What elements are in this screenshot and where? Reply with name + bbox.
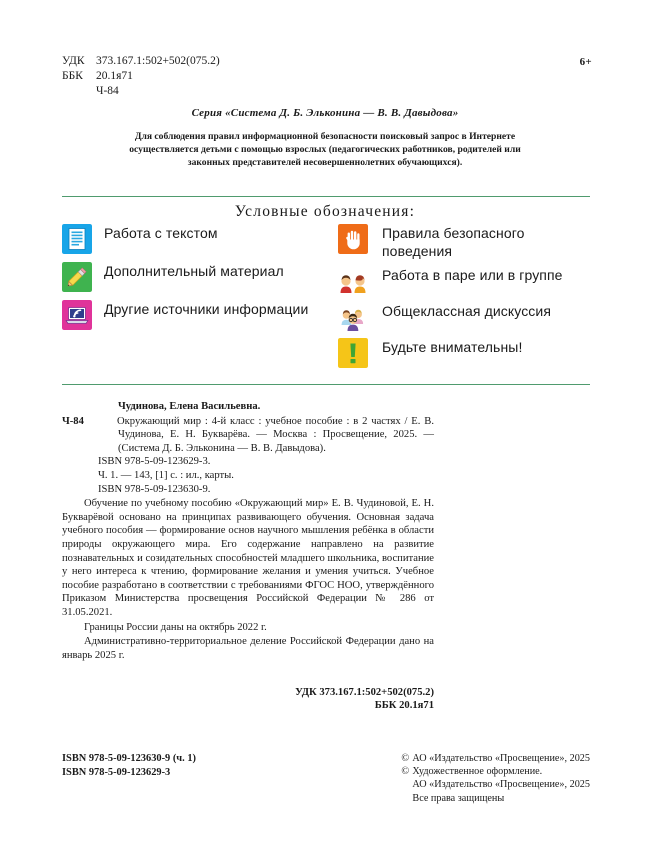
legend-item-additional-material (62, 262, 314, 292)
series-line: Серия «Система Д. Б. Эльконина — В. В. Давыдова» (191, 107, 459, 119)
legend-section (62, 224, 590, 374)
legend-column-left (62, 224, 314, 374)
udc-bbk-repeat (62, 686, 434, 713)
shelf-code-margin-label: Ч-84 (62, 415, 84, 427)
legend-label: Общеклассная дискуссия (382, 303, 551, 319)
group-people-icon (338, 302, 368, 332)
legend-label: Работа с текстом (104, 225, 218, 241)
legend-label: Другие источники информации (104, 301, 309, 317)
legend-item-other-sources (62, 300, 314, 330)
udc-repeat: УДК 373.167.1:502+502(075.2) (295, 687, 434, 698)
footer-isbn-full: ISBN 978-5-09-123629-3 (62, 766, 171, 778)
raised-hand-icon (338, 224, 368, 254)
legend-label: Работа в паре или в группе (382, 267, 563, 283)
copyright-line (401, 752, 590, 765)
copyright-symbol: © (401, 766, 410, 778)
volume-line: Ч. 1. — 143, [1] с. : ил., карты. (98, 469, 234, 481)
exclamation-icon (338, 338, 368, 368)
laptop-wifi-icon (62, 300, 92, 330)
udc-label: УДК (62, 55, 85, 67)
pencil-icon (62, 262, 92, 292)
classification-codes (62, 54, 220, 99)
legend-item-safety-rules (338, 224, 590, 260)
isbn-line: ISBN 978-5-09-123630-9. (98, 483, 211, 495)
copyright-design-publisher: АО «Издательство «Просвещение», 2025 (412, 779, 590, 791)
bbk-repeat: ББК 20.1я71 (374, 700, 434, 712)
copyright-symbol: © (401, 753, 410, 764)
bbk-value: 20.1я71 (96, 70, 133, 82)
bbk-label: ББК (62, 70, 83, 82)
copyright-line (401, 765, 590, 778)
rights-reserved: Все права защищены (412, 792, 505, 804)
legend-title: Условные обозначения: (234, 203, 416, 220)
main-description-block (62, 415, 434, 456)
bbk-row (62, 69, 220, 84)
main-description: Окружающий мир : 4-й класс : учебное пособие : в 2 частях / Е. В. Чудинова, Е. Н. Букварёва. — Москва : Просвещение, 2025. — (Система Д. Б. Эльконина — В. В. Давыдова). (117, 415, 434, 454)
shelf-code: Ч-84 (96, 85, 119, 97)
bibliographic-record (62, 400, 434, 662)
legend-label: Правила безопасного поведения (382, 225, 525, 259)
document-icon (62, 224, 92, 254)
borders-note: Границы России даны на октябрь 2022 г. (84, 621, 267, 633)
footer-isbn-block (62, 752, 196, 779)
udc-row (62, 54, 220, 69)
legend-top-divider (62, 196, 590, 197)
administrative-division-note: Административно-территориальное деление Российской Федерации дано на январь 2025 г. (62, 636, 434, 661)
isbn-line: ISBN 978-5-09-123629-3. (98, 456, 211, 468)
author-name: Чудинова, Елена Васильевна. (118, 401, 261, 412)
copyright-publisher: АО «Издательство «Просвещение», 2025 (412, 753, 590, 764)
udc-value: 373.167.1:502+502(075.2) (96, 55, 220, 67)
internet-safety-notice: Для соблюдения правил информационной безопасности поисковый запрос в Интернете осуществляется детьми с помощью взрослых (педагогических работников, родителей или законных представителей несовершеннолетних обучающихся). (129, 131, 521, 169)
legend-item-work-with-text (62, 224, 314, 254)
pair-people-icon (338, 266, 368, 296)
legend-item-be-attentive (338, 338, 590, 368)
copyright-design: Художественное оформление. (412, 766, 543, 778)
footer-isbn-part: ISBN 978-5-09-123630-9 (ч. 1) (62, 753, 197, 764)
legend-bottom-divider (62, 384, 590, 385)
legend-label: Будьте внимательны! (382, 339, 523, 355)
legend-column-right (338, 224, 590, 374)
legend-label: Дополнительный материал (104, 263, 284, 279)
legend-item-class-discussion (338, 302, 590, 332)
copyright-block (401, 752, 590, 805)
legend-item-pair-work (338, 266, 590, 296)
annotation-paragraph: Обучение по учебному пособию «Окружающий мир» Е. В. Чудиновой, Е. Н. Букварёвой основано на принципах развивающего обучения. Основная задача учебного пособия — формирование основ научного мышления ребёнка в области природы окружающего мира. Его содержание направлено на развитие познавательных и созидательных способностей младшего школьника, воспитание у него интереса к чтению, формирование желания и умения учиться. Учебное пособие разработано в соответствии с требованиями ФГОС НОО, утверждённого Приказом Министерства просвещения Российской Федерации № 286 от 31.05.2021. (62, 498, 434, 618)
age-rating-mark: 6+ (579, 56, 592, 68)
shelf-code-row (62, 84, 220, 99)
